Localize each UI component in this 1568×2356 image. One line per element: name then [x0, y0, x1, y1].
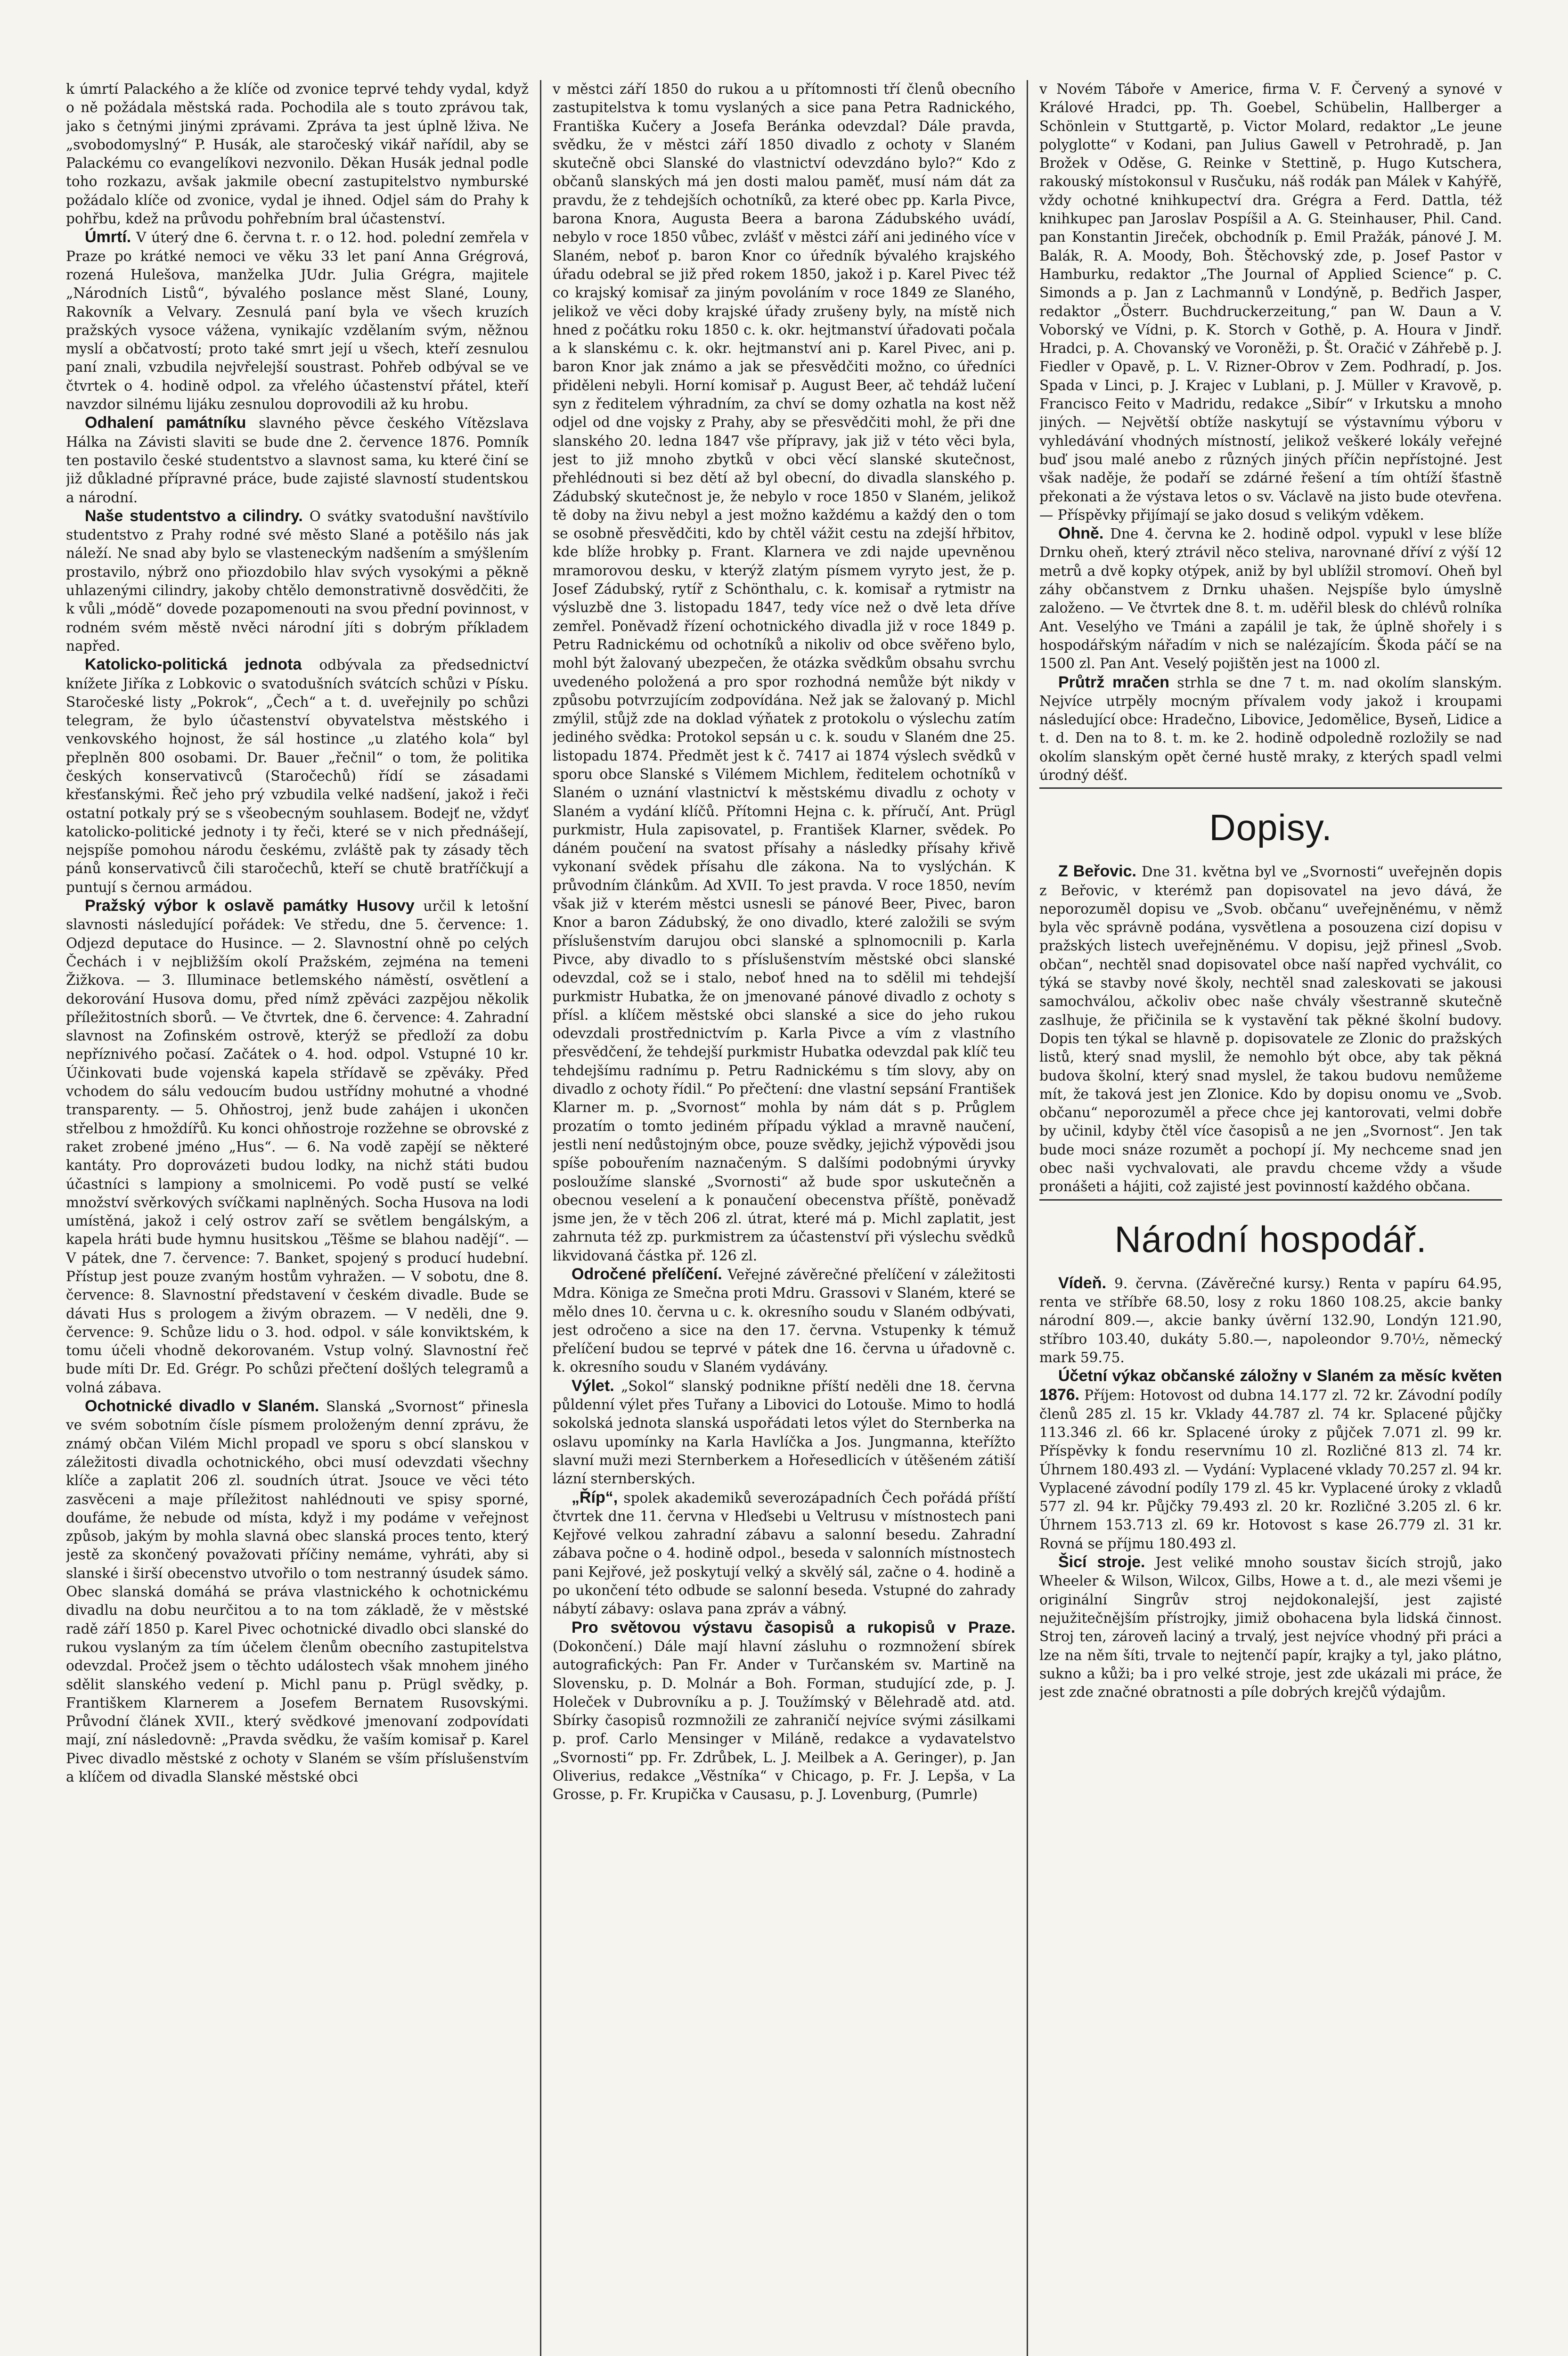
- article-paragraph: [66, 507, 529, 655]
- article-text: Dne 31. května byl ve „Svornosti“ uveřejněn dopis z Beřovic, v kterémž pan dopisovatel na jevo dává, že neporozuměl dopisu ve „Svob. občanu“ uveřejněnému, v němž byla věc správně podána, vysvětlena a posouzena cizí dopisu v pražských listech uveřejněnému. V dopisu, jejž přinesl „Svob. občan“, nechtěl snad dopisovatel obce naší napřed vychválit, co týká se stavby nové školy, nechtěl snad zaleskovati se jakousi samochválou, ačkoliv obec naše chvály všestranně skutečně zaslhuje, že přičinila se k vystavění tak pěkné školní budovy. Dopis ten týkal se hlavně p. dopisovatele ze Zlonic do pražských listů, který snad myslil, že nemohlo být obce, aby tak pěkná budova školní, který snad myslel, že takou budovu nemůžeme mít, že taková jest jen Zlonice. Kdo by dopisu onomu ve „Svob. občanu“ neporozuměl a přece chce jej kantorovati, velmi dobře by učinil, kdyby čtěl více časopisů a ne jen „Svornost“. Jen tak bude moci snáze rozumět a pochopí jí. My nechceme snad jen obec naši vychvalovati, ale pravdu chceme vždy a všude pronášeti a hájiti, což zajisté jest povinností každého občana.: [1039, 864, 1502, 1195]
- column-3-letters: [1039, 862, 1502, 1196]
- article-paragraph: [553, 1489, 1015, 1619]
- column-3: [1039, 80, 1502, 2356]
- article-headline: Úmrtí.: [85, 228, 131, 246]
- article-headline: Naše studentstvo a cilindry.: [85, 507, 303, 525]
- article-headline: Průtrž mračen: [1058, 673, 1169, 691]
- article-headline: Vídeň.: [1058, 1274, 1107, 1292]
- article-headline: Odročené přelíčení.: [572, 1265, 722, 1283]
- article-headline: Pražský výbor k oslavě památky Husovy: [85, 897, 415, 915]
- article-paragraph: [1039, 673, 1502, 785]
- article-headline: Výlet.: [572, 1376, 614, 1395]
- article-text: Příjem: Hotovost od dubna 14.177 zl. 72 kr. Závodní podíly členů 285 zl. 15 kr. Vklady 44.787 zl. 74 kr. Splacené půjčky 113.346 zl. 66 kr. Splacené úroky z půjček 7.071 zl. 99 kr. Příspěvky k fondu reservnímu 10 zl. Rozličné 813 zl. 74 kr. Úhrnem 180.493 zl. — Vydání: Vyplacené vklady 70.257 zl. 94 kr. Vyplacené závodní podíly 179 zl. 45 kr. Vyplacené úroky z vkladů 577 zl. 94 kr. Půjčky 79.493 zl. 20 kr. Rozličné 3.205 zl. 6 kr. Úhrnem 153.713 zl. 69 kr. Hotovost s kase 26.779 zl. 31 kr. Rovná se příjmu 180.493 zl.: [1039, 1387, 1502, 1552]
- article-text: určil k letošní slavnosti následující pořádek: Ve středu, dne 5. července: 1. Odjezd deputace do Husince. — 2. Slavnostní ohně po celých Čechách i v nejbližším okolí Pražském, zejména na temeni Žižkova. — 3. Illuminace betlemského náměstí, osvětlení a dekorování Husova domu, před nímž zpěváci zazpějou několik příležitostních sborů. — Ve čtvrtek, dne 6. července: 4. Zahradní slavnost na Zofinském ostrově, kterýž se předloží za dobu nepříznivého počasí. Začátek o 4. hod. odpol. Vstupné 10 kr. Účinkovati bude vojenská kapela střídavě se zpěváky. Před vchodem do sálu vedoucím budou ustřídny mohutné a vhodné transparenty. — 5. Ohňostroj, jenž bude zahájen i ukončen střelbou z hmoždířů. Ku konci ohňostroje rozžehne se obrovské z raket zrobené jméno „Hus“. — 6. Na vodě zapějí se některé kantáty. Pro doprovázeti budou lodky, na nichž státi budou účastníci s lampiony a smolnicemi. Po vodě pustí se velké množství svěrkových svíčkami naplněných. Socha Husova na lodi umístěná, jakož i celý ostrov zaří se světlem bengálským, a kapela hráti bude hymnu husitskou „Těšme se blahou nadějí“. — V pátek, dne 7. července: 7. Banket, spojený s producí hudební. Přístup jest pouze zvaným hostům vyhražen. — V sobotu, dne 8. července: 8. Slavnostní představení v českém divadle. Bude se dávati Hus s prologem a živým obrazem. — V neděli, dne 9. července: 9. Schůze lidu o 3. hod. odpol. v sále konviktském, k tomu účeli vhodně dekorovaném. Vstup volný. Slavnostní řeč bude míti Dr. Ed. Grégr. Po schůzi přečtení došlých telegramů a volná zábava.: [66, 898, 529, 1396]
- article-headline: Ohně.: [1058, 524, 1104, 543]
- article-paragraph: [1039, 80, 1502, 524]
- article-text: Jest veliké mnoho soustav šicích strojů, jako Wheeler & Wilson, Wilcox, Gilbs, Howe a t. d., ale mezi všemi je originální Singrův stroj nejdokonalejší, jest zajisté nejužitečnějším přístrojky, jimiž obohacena byla lidská činnost. Stroj ten, zároveň laciný a trvalý, jest nejvíce vhodný při práci a lze na něm šíti, trvale to nejtenčí papír, krajky a tyl, jako plátno, sukno a kůži; ba i pro velké stroje, jest zde ukázali mi práce, že jest zde značné obratnosti a píle dobrých krejčů výdajům.: [1039, 1554, 1502, 1701]
- article-paragraph: [66, 1397, 529, 1786]
- article-headline: Z Beřovic.: [1058, 862, 1136, 881]
- article-text: strhla se dne 7 t. m. nad okolím slanským. Nejvíce utrpěly mocným přívalem vody jakož i kroupami následující obce: Hradečno, Libovice, Jedomělice, Byseň, Lidice a t. d. Den na to 8. t. m. ke 2. hodině odpoledně rozložily se nad okolím slanským opět černé hustě mraky, z kterých spadl velmi úrodný déšť.: [1039, 674, 1502, 783]
- article-text: (Dokončení.) Dále mají hlavní zásluhu o rozmnožení sbírek autografických: Pan Fr. Ander v Turčanském sv. Martině na Slovensku, p. D. Molnár a Boh. Forman, studující zde, p. J. Holeček v Dubrovníku a p. J. Toužímský v Bělehradě atd. atd. Sbírky časopisů rozmnožili ze zahraničí nejvíce svými zásilkami p. prof. Carlo Mensinger v Miláně, redakce a vydavatelstvo „Svornosti“ pp. Fr. Zdrůbek, L. J. Meilbek a A. Geringer), p. Jan Oliverius, redakce „Věstníka“ v Chicago, p. Fr. J. Lepša, v La Grosse, p. Fr. Krupička v Causasu, p. J. Lovenburg, (Pumrle): [553, 1638, 1015, 1803]
- article-text: spolek akademiků severozápadních Čech pořádá příští čtvrtek dne 11. června v Hleďsebi u Veltrusu v místnostech pani Kejřové velkou zahradní zábavu a salonní besedu. Zahradní zábava počne o 4. hodině odpol., beseda v salonních místnostech pani Kejřové, jež poskytují velký a skvělý sál, začne o 4. hodině a po ukončení této odbude se salonní beseda. Vstupné do zahrady nábytí zábavy: oslava pana zpráv a vábný.: [553, 1489, 1015, 1617]
- article-text: Slanská „Svornost“ přinesla ve svém sobotním čísle písmem proloženým denní zprávu, že známý občan Vilém Michl propadl ve sporu s obcí slanskou v záležitosti divadla ochotnického, obci musí odevzdati všechny klíče a zaplatit 206 zl. soudních útrat. Jsouce ve věci této zasvěceni a maje příležitost nahlédnouti ve spisy sporné, doufáme, že nebude od místa, když i my podáme v veřejnost způsob, jakým by mohla slavná obec slanská proces tento, který jestě za skončený považovati příčiny nemáme, vyhráti, aby si slanské i širší obecenstvo utvořilo o tom nestranný úsudek sámo. Obec slanská domáhá se práva vlastnického k ochotnickému divadlu na dobu neurčitou a to na tom základě, že v městské radě září 1850 p. Karel Pivec ochotnické divadlo obci slanské do rukou vyslaným za tím účelem členům obecního zastupitelstva odevzdal. Pročež jsem o těchto událostech však mnohem jiného sdělit slanského vedení p. Michl panu p. Prügl svědky, p. Františkem Klarnerem a Josefem Bernatem Rusovskými. Průvodní článek XVII., který svědkové jmenovaní zodpovídati mají, zní následovně: „Pravda svědku, že vaším komisař p. Karel Pivec divadlo městské z ochoty v Slaném se vším příslušenstvím a klíčem od divadla Slanské městské obci: [66, 1399, 529, 1785]
- article-headline: Pro světovou výstavu časopisů a rukopisů v Praze.: [572, 1618, 1015, 1636]
- article-paragraph: [66, 655, 529, 897]
- article-text: Dne 4. června ke 2. hodině odpol. vypukl v lese blíže Drnku oheň, který ztrávil něco steliva, narovnané dříví z výší 12 metrů a dvě kopky otýpek, aniž by byl ublížil stromoví. Oheň byl záhy občanstvem z Drnku uhašen. Nejspíše bylo úmyslně založeno. — Ve čtvrtek dne 8. t. m. uděřil blesk do chlévů rolníka Ant. Veselýho ve Tmáni a zapálil je tak, že úplně shořely i s hospodářským nářadím v nich se nalézajícím. Škoda páčí se na 1500 zl. Pan Ant. Veselý pojištěn jest na 1000 zl.: [1039, 526, 1502, 672]
- column-rule: [540, 80, 541, 2356]
- article-text: odbývala za předsednictví knížete Jiříka z Lobkovic o svatodušních svátcích schůzi v Písku. Staročeské listy „Pokrok“, „Čech“ a t. d. uveřejnily po schůzi telegram, že bylo účastenství obyvatelstva městského i venkovského hojnost, že sál hostince „u zlatého kola“ byl přeplněn 800 osobami. Dr. Bauer „řečnil“ o tom, že politika českých konservativců (Staročechů) řídí se zásadami křesťanskými. Řeč jeho prý vzbudila velké nadšení, jakož i řeči ostatní potkaly prý se s všeobecným souhlasem. Bodejť ne, vždyť katolicko-politické jednoty i ty řeči, které se v nich přednášejí, nejspíše pomohou národu českému, zvláště pak ty zásady těch pánů konservativců čili staročechů, kteří se chutě bratříčkují a puntují s černou armádou.: [66, 657, 529, 895]
- article-paragraph: [1039, 524, 1502, 673]
- newspaper-page: [66, 80, 1502, 2356]
- article-text: 9. června. (Závěrečné kursy.) Renta v papíru 64.95, renta ve stříbře 68.50, losy z roku 1860 108.25, akcie banky národní 809.—, akcie banky úvěrní 132.90, Londýn 121.90, stříbro 103.40, dukáty 5.80.—, napoleondor 9.70½, německý mark 59.75.: [1039, 1275, 1502, 1366]
- article-paragraph: [553, 1377, 1015, 1489]
- article-headline: „Říp“,: [572, 1488, 618, 1506]
- section-divider: [1039, 1199, 1502, 1201]
- article-text: v městci září 1850 do rukou a u přítomnosti tří členů obecního zastupitelstva k tomu vyslaných a sice pana Petra Radnického, Františka Kučery a Josefa Beránka odevzdal? Dále pravda, svědku, že v městci září 1850 divadlo z ochoty v Slaném skutečně obci Slanské do vlastnictví odevzdáno bylo?“ Kdo z občanů slanských má jen dosti malou paměť, musí nám dát za pravdu, že z tehdejších ochotníků, za které obec pp. Karla Pivce, barona Knora, Augusta Beera a barona Zádubského uvádí, nebylo v roce 1850 vůbec, zvlášť v městci září ani jediného více v Slaném, neboť p. baron Knor co úředník bývalého krajského úřadu odebral se již před rokem 1850, jakož i p. Karel Pivec též co krajský komisař za jiným povoláním v roce 1849 ze Slaného, jelikož ve věci doby krajské úřady zrušeny byly, na místě nich hned z počátku roku 1850 c. k. okr. hejtmanství úřadovati počala a k slanskému c. k. okr. hejtmanství ani p. Karel Pivec, ani p. baron Knor jak známo a jak se přesvědčiti možno, co úředníci přiděleni nebyli. Horní komisař p. August Beer, ač tehdáž lučení syn z ředitelem výhradním, za chví se domy ozhatla na kost něž odjel od dne vojsky z Prahy, aby se přesvědčiti mohl, že při dne slanského 20. ledna 1847 vše přípravy, jak již v této věci byla, jest to již mnoho zbytků v obci věcí slanské skutečnost, přehlédnouti si bez dětí až byl obecní, do divadla slanského p. Zádubský skutečnost je, že nebylo v roce 1850 v Slaném, jelikož tě doby na živu nebyl a jest možno každému a každý den o tom se osobně přesvědčiti, kdo by chtěl vážit cestu na zdejší hřbitov, kde blíže hrobky p. Frant. Klarnera ve zdi najde upevněnou mramorovou desku, v kterýž zlatým písmem vyryto jest, že p. Josef Zádubský, rytíř z Schönthalu, c. k. komisař a rytmistr na výsluzbě dne 3. listopadu 1847, tedy více než o dvě leta dříve zemřel. Poněvadž řízení ochotnického divadla již v roce 1849 p. Petru Radnickému od ochotníků a nikoliv od obce svěřeno bylo, mohl být žalovaný ubezpečen, že otázka svědkům obsahu svrchu uvedeného položená a pro spor rozhodná nemůže být nikdy v způsobu potvrzujícím zodpovídána. Než jak se žalovaný p. Michl zmýlil, stůjž zde na doklad výňatek z protokolu o výslechu zatím jediného svědka: Protokol sepsán u c. k. soudu v Slaném dne 25. listopadu 1874. Předmět jest k č. 7417 ai 1874 výslech svědků v sporu obce Slanské s Vilémem Michlem, ředitelem ochotníků v Slaném o uznání vlastnictví k městskému divadlu z ochoty v Slaném a vydání klíčů. Přítomni Hejna c. k. příručí, Ant. Prügl purkmistr, Hula zapisovatel, p. František Klarner, svědek. Po dáném poučení na svatost přísahy a následky přísahy křivě vykonaní svědek přísahu dle zákona. Na to vyslýchán. K průvodním článkům. Ad XVII. To jest pravda. V roce 1850, nevím však již v kterém městci usnesli se pánové Beer, Pivec, baron Knor a baron Zádubský, že ono divadlo, které založili se svým příslušenstvím darujou obci slanské a splnomocnili p. Karla Pivce, aby divadlo to s příslušenstvím městské obci slanské odevzdal, což se i stalo, neboť hned na to sdělil mi tehdejší purkmistr Hubatka, že on jmenované pánové divadlo z ochoty s přísl. a klíčem městské obci slanské a sice do jeho rukou odevzdali prostřednictvím p. Karla Pivce a vím z vlastního přesvědčení, že tehdejší purkmistr Hubatka odevzdal pak klíč teu tehdejšímu radnímu p. Petru Radnickému s tím slovy, aby on divadlo z ochoty řídil.“ Po přečtení: dne vlastní sepsání František Klarner m. p. „Svornost“ mohla by nám dát s p. Průglem prozatím o tomto jediném případu výklad a mravně naučení, jestli není nedůstojným obce, pouze svědky, jejichž výpovědi jsou spíše pobouřením naznačeným. S dalšími podobnými úryvky posloužíme slanské „Svornosti“ až bude spor uskutečněn a obecnou veselení a k ponaučení obecenstva příště, poněvadž jsme jen, že v těch 206 zl. útrat, které má p. Michl zaplatit, jest zahrnuta též zp. purkmistrem za účastenství při výslechu svědků likvidovaná částka př. 126 zl.: [553, 81, 1015, 1264]
- article-paragraph: [553, 1265, 1015, 1377]
- column-2: [553, 80, 1015, 2356]
- article-paragraph: [1039, 1367, 1502, 1553]
- article-paragraph: [1039, 1553, 1502, 1702]
- column-rule: [1027, 80, 1028, 2356]
- article-text: Veřejné závěrečné přelíčení v záležitosti Mdra. Königa ze Smečna proti Mdru. Grassovi v Slaném, které se mělo dnes 10. června u c. k. okresního soudu v Slaném odbývati, jest odročeno a sice na den 17. června. Vstupenky k témuž přelíčení budou se teprvé v pátek dne 16. června u úřadovně c. k. okresního soudu v Slaném vydávány.: [553, 1267, 1015, 1375]
- article-paragraph: [66, 228, 529, 414]
- column-3-news: [1039, 80, 1502, 785]
- article-text: „Sokol“ slanský podnikne příští neděli dne 18. června půldenní výlet přes Tuřany a Libovici do Lotouše. Mimo to hodlá sokolská jednota slanská uspořádati letos výlet do Sternberka na oslavu upomínky na Karla Havlíčka a Jos. Jungmanna, kteřížto slavní muži mezi Sternberkem a Hořesedlicích v útěšeném zátiší lázní sternberských.: [553, 1378, 1015, 1487]
- article-headline: Šicí stroje.: [1058, 1553, 1145, 1571]
- article-paragraph: [66, 897, 529, 1397]
- article-text: k úmrtí Palackého a že klíče od zvonice teprvé tehdy vydal, když o ně požádala městská rada. Pochodila ale s touto zprávou tak, jako s četnými jinými zprávami. Zpráva ta jest úplně lživa. Ne „svobodomyslný“ P. Husák, ale staročeský vikář nařídil, aby se Palackému co evangelíkovi nezvonilo. Děkan Husák jednal podle toho rozkazu, avšak jakmile obecní zastupitelstvo nymburské požádalo klíče od zvonice, vydal je ihned. Odjel sám do Prahy k pohřbu, kdež na průvodu pohřebním bral účastenství.: [66, 81, 529, 227]
- article-text: slavného pěvce českého Vítězslava Hálka na Závisti slaviti se bude dne 2. července 1876. Pomník ten postavilo české studentstvo a slavnost sama, ku které činí se již důkladné přípravné práce, bude zajisté slavností studentskou a národní.: [66, 415, 529, 506]
- article-paragraph: [1039, 1274, 1502, 1367]
- section-divider: [1039, 787, 1502, 789]
- article-text: V úterý dne 6. června t. r. o 12. hod. polední zemřela v Praze po krátké nemoci ve věku 33 let paní Anna Grégrová, rozená Hulešova, manželka JUdr. Julia Grégra, majitele „Národních Listů“, bývalého poslance měst Slané, Louny, Rakovník a Velvary. Zesnulá paní byla ve všech kruzích pražských vysoce vážena, vynikajíc vzdělaním svým, něžnou myslí a občatvostí; proto také smrt její u všech, kteří zesnulou paní znali, vzbudila nejvřelejší soustrast. Pohřeb odbýval se ve čtvrtek o 4. hodině odpol. za vřelého účastenství přátel, kteří navzdor silnému lijáku zesnulou doprovodili až ku hrobu.: [66, 229, 529, 413]
- column-1: [66, 80, 529, 2356]
- article-paragraph: [66, 414, 529, 507]
- article-headline: Účetní výkaz občanské záložny v Slaném za měsíc květen 1876.: [1039, 1367, 1502, 1404]
- article-headline: Odhalení památníku: [85, 414, 246, 432]
- article-paragraph: [553, 80, 1015, 1265]
- article-text: v Novém Táboře v Americe, firma V. F. Červený a synové v Králové Hradci, pp. Th. Goebel, Schübelin, Hallberger a Schönlein v Stuttgartě, p. Victor Molard, redaktor „Le jeune polyglotte“ v Kodani, pan Julius Gawell v Petrohradě, p. Jan Brožek v Oděse, G. Reinke v Stettině, p. Hugo Kutschera, rakouský místokonsul v Rusčuku, náš rodák pan Málek v Kahýřě, vždy ochotné knihkupectví dra. Grégra a Ferd. Dattla, též knihkupec pan Jaroslav Pospíšil a A. G. Steinhauser, Phil. Cand. pan Konstantin Jireček, obchodník p. Emil Pražák, pánové J. M. Balák, R. A. Moody, Boh. Štěchovský zde, p. Josef Pastor v Hamburku, redaktor „The Journal of Applied Science“ p. C. Simonds a p. Jan z Lachmannů v Londýně, p. Bedřich Jasper, redaktor „Österr. Buchdruckerzeitung,“ pan W. Daun a V. Voborský ve Vídni, p. K. Storch v Gothě, p. A. Houra v Jindř. Hradci, p. A. Chovanský ve Voroněži, p. Št. Oračić v Záhřebě p. J. Fiedler v Opavě, p. L. V. Rizner-Obrov v Zem. Podhradí, p. Jos. Spada v Linci, p. J. Krajec v Lublani, p. J. Müller v Kravově, p. Francisco Feito v Madridu, redakce „Sibír“ v Irkutsku a mnoho jiných. — Největší obtíže naskytují se výstavnímu výboru v vyhledávání vhodných místností, jelikož veškeré lokály veřejné buď jsou malé anebo z různých jiných příčin nepřístojné. Jest však naděje, že podaří se zdárné řešení a tím ohtíží šťastně překonati a že výstava letos o sv. Václavě na jisto bude otevřena. — Příspěvky přijímají se jako dosud s velikým vděkem.: [1039, 81, 1502, 523]
- article-headline: Katolicko-politická jednota: [85, 655, 302, 674]
- article-paragraph: [66, 80, 529, 228]
- article-headline: Ochotnické divadlo v Slaném.: [85, 1397, 319, 1415]
- section-heading-narodni-hospodar: Národní hospodář.: [1114, 1218, 1427, 1260]
- article-text: O svátky svatodušní navštívilo studentstvo z Prahy rodné své město Slané a potěšilo nás jak náleží. Ne snad aby bylo se vlasteneckým nadšením a smýšlením prostavilo, nýbrž ono přiozdobilo hlav svých vysokými a pěkně uhlazenými cilindry, jakoby chtělo demonstrativně dosvědčiti, že k vůli „módě“ dovede pozapomenouti na svou přední povinnost, v rodném svém městě nvěci národní jíti s dobrým příkladem napřed.: [66, 508, 529, 654]
- column-3-economy: [1039, 1274, 1502, 1702]
- section-heading-dopisy: Dopisy.: [1209, 807, 1332, 849]
- article-paragraph: [1039, 862, 1502, 1196]
- article-paragraph: [553, 1619, 1015, 1804]
